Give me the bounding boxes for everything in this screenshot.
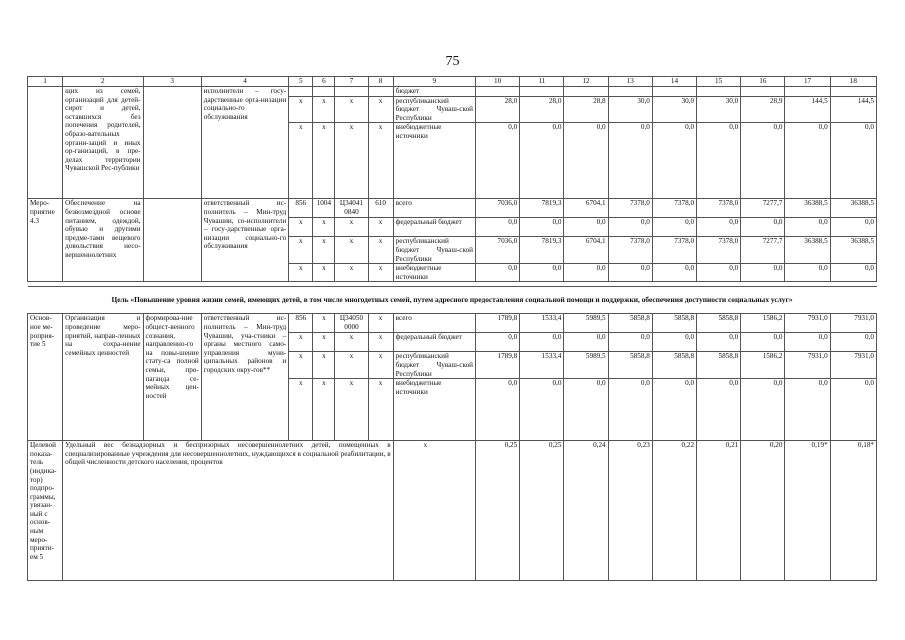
- grbs-code-cell: [289, 87, 313, 97]
- target-article-cell: x: [335, 352, 368, 379]
- amount-cell: 7378,0: [652, 237, 696, 264]
- table-row: [28, 314, 877, 333]
- event-code-cell: [28, 87, 63, 199]
- amount-cell: [830, 87, 876, 97]
- amount-cell: [564, 87, 608, 97]
- amount-cell: [608, 87, 652, 97]
- amount-cell: 0,0: [564, 264, 608, 282]
- column-number-cell: 11: [520, 77, 564, 87]
- amount-cell: 7819,3: [520, 199, 564, 218]
- budget-table: [27, 76, 877, 581]
- amount-cell: 0,0: [785, 123, 830, 199]
- amount-cell: 0,0: [564, 333, 608, 352]
- amount-cell: 1789,8: [476, 314, 520, 333]
- indicator-value-cell: 0,23: [608, 441, 652, 581]
- amount-cell: 7378,0: [608, 237, 652, 264]
- expense-group-cell: x: [368, 237, 393, 264]
- column-number-row: [28, 77, 877, 87]
- expense-group-cell: x: [368, 218, 393, 237]
- amount-cell: 30,0: [697, 96, 741, 123]
- target-article-cell: x: [335, 237, 368, 264]
- amount-cell: 0,0: [476, 379, 520, 441]
- goal-heading: Цель «Повышение уровня жизни семей, имеющих детей, в том числе многодетных семей, путем адресного предоставления социальной помощи и поддержки, обеспечения доступности социальных услуг»: [28, 287, 877, 314]
- goal-row: [28, 287, 877, 314]
- amount-cell: 0,0: [785, 333, 830, 352]
- task-cell: [143, 199, 201, 282]
- indicator-source-cell: x: [393, 441, 475, 581]
- indicator-value-cell: 0,21: [697, 441, 741, 581]
- amount-cell: 0,0: [520, 333, 564, 352]
- section-code-cell: 1004: [313, 199, 335, 218]
- executor-cell: исполнители – госу-дарственные орга-низации социально-го обслуживания: [201, 87, 288, 199]
- amount-cell: 1586,2: [741, 314, 785, 333]
- amount-cell: 7931,0: [830, 352, 876, 379]
- target-article-cell: x: [335, 264, 368, 282]
- column-number-cell: 2: [63, 77, 143, 87]
- amount-cell: [741, 87, 785, 97]
- section-code-cell: x: [313, 237, 335, 264]
- amount-cell: 5989,5: [564, 314, 608, 333]
- executor-cell: ответственный ис-полнитель – Мин-труд Чувашии, со-исполнители – госу-дарственные орга-низации социально-го обслуживания: [201, 199, 288, 282]
- amount-cell: [697, 87, 741, 97]
- column-number-cell: 8: [368, 77, 393, 87]
- funding-source-cell: республиканский бюджет Чуваш-ской Республики: [393, 96, 475, 123]
- column-number-cell: 14: [652, 77, 696, 87]
- amount-cell: 0,0: [564, 123, 608, 199]
- amount-cell: 36388,5: [830, 199, 876, 218]
- table-row: [28, 87, 877, 97]
- amount-cell: 0,0: [785, 218, 830, 237]
- amount-cell: 28,8: [564, 96, 608, 123]
- amount-cell: 0,0: [608, 218, 652, 237]
- section-code-cell: x: [313, 333, 335, 352]
- amount-cell: 0,0: [741, 333, 785, 352]
- funding-source-cell: внебюджетные источники: [393, 379, 475, 441]
- amount-cell: 0,0: [476, 218, 520, 237]
- amount-cell: 1533,4: [520, 314, 564, 333]
- grbs-code-cell: 856: [289, 314, 313, 333]
- amount-cell: 0,0: [785, 379, 830, 441]
- column-number-cell: 6: [313, 77, 335, 87]
- amount-cell: 0,0: [741, 379, 785, 441]
- target-article-cell: Ц34050 0000: [335, 314, 368, 333]
- grbs-code-cell: x: [289, 123, 313, 199]
- column-number-cell: 15: [697, 77, 741, 87]
- indicator-label-cell: Целевой показа-тель (индика-тор) подпро-граммы, увязан-ный с основ-ным меро-прияти-ем 5: [28, 441, 63, 581]
- amount-cell: 0,0: [697, 379, 741, 441]
- expense-group-cell: 610: [368, 199, 393, 218]
- funding-source-cell: федеральный бюджет: [393, 333, 475, 352]
- grbs-code-cell: x: [289, 96, 313, 123]
- amount-cell: 5858,8: [652, 314, 696, 333]
- grbs-code-cell: x: [289, 237, 313, 264]
- funding-source-cell: внебюджетные источники: [393, 264, 475, 282]
- grbs-code-cell: x: [289, 352, 313, 379]
- amount-cell: 144,5: [830, 96, 876, 123]
- amount-cell: 28,0: [476, 96, 520, 123]
- section-code-cell: x: [313, 314, 335, 333]
- amount-cell: 0,0: [652, 379, 696, 441]
- column-number-cell: 3: [143, 77, 201, 87]
- indicator-name-cell: Удельный вес безнадзорных и беспризорных несовершеннолетних детей, помещенных в специализированные учреждения для несовершеннолетних, нуждающихся в социальной реабилитации, в общей численности детского населения, процентов: [63, 441, 394, 581]
- amount-cell: 5858,8: [608, 352, 652, 379]
- amount-cell: 0,0: [697, 123, 741, 199]
- amount-cell: [785, 87, 830, 97]
- task-cell: формирова-ние общест-венного сознания, направленно-го на повы-шение стату-са полной семьи, про-паганда се-мейных цен-ностей: [143, 314, 201, 441]
- funding-source-cell: бюджет: [393, 87, 475, 97]
- amount-cell: 0,0: [608, 264, 652, 282]
- amount-cell: 5858,8: [608, 314, 652, 333]
- funding-source-cell: всего: [393, 314, 475, 333]
- amount-cell: 7378,0: [608, 199, 652, 218]
- funding-source-cell: республиканский бюджет Чуваш-ской Республики: [393, 237, 475, 264]
- amount-cell: 1789,8: [476, 352, 520, 379]
- expense-group-cell: x: [368, 333, 393, 352]
- event-name-cell: щих из семей, организаций для детей-сирот и детей, оставшихся без попечения родителей, образо-вательных органи-заций и иных ор-ганизаций, в пре-делах территории Чувашской Рес-публики: [63, 87, 143, 199]
- event-name-cell: Обеспечение на безвозмездной основе питанием, одеждой, обувью и другими предме-тами вещевого довольствия несо-вершеннолетних: [63, 199, 143, 282]
- amount-cell: 0,0: [785, 264, 830, 282]
- amount-cell: 36388,5: [785, 199, 830, 218]
- event-code-cell: Основ-ное ме-роприя-тие 5: [28, 314, 63, 441]
- grbs-code-cell: x: [289, 218, 313, 237]
- amount-cell: 0,0: [520, 379, 564, 441]
- amount-cell: 5989,5: [564, 352, 608, 379]
- amount-cell: 6704,1: [564, 237, 608, 264]
- amount-cell: [652, 87, 696, 97]
- amount-cell: 28,9: [741, 96, 785, 123]
- indicator-value-cell: 0,18*: [830, 441, 876, 581]
- expense-group-cell: x: [368, 96, 393, 123]
- funding-source-cell: всего: [393, 199, 475, 218]
- column-number-cell: 16: [741, 77, 785, 87]
- amount-cell: 0,0: [476, 264, 520, 282]
- amount-cell: 0,0: [476, 333, 520, 352]
- amount-cell: 1586,2: [741, 352, 785, 379]
- column-number-cell: 1: [28, 77, 63, 87]
- table-row: [28, 199, 877, 218]
- section-code-cell: x: [313, 352, 335, 379]
- amount-cell: 5858,8: [652, 352, 696, 379]
- amount-cell: 28,0: [520, 96, 564, 123]
- target-article-cell: x: [335, 96, 368, 123]
- amount-cell: 0,0: [564, 218, 608, 237]
- amount-cell: [476, 87, 520, 97]
- section-code-cell: [313, 87, 335, 97]
- column-number-cell: 4: [201, 77, 288, 87]
- amount-cell: 0,0: [741, 218, 785, 237]
- amount-cell: 0,0: [830, 333, 876, 352]
- amount-cell: 7819,3: [520, 237, 564, 264]
- indicator-value-cell: 0,20: [741, 441, 785, 581]
- amount-cell: 1533,4: [520, 352, 564, 379]
- amount-cell: 0,0: [741, 264, 785, 282]
- amount-cell: 0,0: [476, 123, 520, 199]
- amount-cell: 0,0: [608, 123, 652, 199]
- amount-cell: 0,0: [520, 264, 564, 282]
- amount-cell: 5858,8: [697, 314, 741, 333]
- amount-cell: 7036,0: [476, 199, 520, 218]
- expense-group-cell: x: [368, 379, 393, 441]
- target-article-cell: x: [335, 123, 368, 199]
- amount-cell: 6704,1: [564, 199, 608, 218]
- amount-cell: 0,0: [697, 333, 741, 352]
- amount-cell: 5858,8: [697, 352, 741, 379]
- column-number-cell: 9: [393, 77, 475, 87]
- target-article-cell: x: [335, 379, 368, 441]
- amount-cell: 30,0: [608, 96, 652, 123]
- section-code-cell: x: [313, 96, 335, 123]
- amount-cell: 0,0: [564, 379, 608, 441]
- amount-cell: 30,0: [652, 96, 696, 123]
- amount-cell: 7378,0: [697, 237, 741, 264]
- amount-cell: 144,5: [785, 96, 830, 123]
- amount-cell: 7277,7: [741, 199, 785, 218]
- event-code-cell: Меро-приятие 4.3: [28, 199, 63, 282]
- amount-cell: 0,0: [697, 218, 741, 237]
- target-article-cell: [335, 87, 368, 97]
- amount-cell: 0,0: [830, 264, 876, 282]
- funding-source-cell: федеральный бюджет: [393, 218, 475, 237]
- amount-cell: 36388,5: [785, 237, 830, 264]
- executor-cell: ответственный ис-полнитель – Мин-труд Чувашии, уча-стники – органы местного само-управления муни-ципальных районов и городских окру-гов**: [201, 314, 288, 441]
- amount-cell: 7931,0: [785, 352, 830, 379]
- amount-cell: 36388,5: [830, 237, 876, 264]
- amount-cell: 0,0: [741, 123, 785, 199]
- amount-cell: 0,0: [697, 264, 741, 282]
- grbs-code-cell: x: [289, 379, 313, 441]
- column-number-cell: 18: [830, 77, 876, 87]
- column-number-cell: 17: [785, 77, 830, 87]
- amount-cell: 7931,0: [830, 314, 876, 333]
- amount-cell: 0,0: [830, 218, 876, 237]
- amount-cell: 0,0: [830, 123, 876, 199]
- amount-cell: 7378,0: [652, 199, 696, 218]
- amount-cell: 0,0: [830, 379, 876, 441]
- amount-cell: [520, 87, 564, 97]
- column-number-cell: 12: [564, 77, 608, 87]
- indicator-row: [28, 441, 877, 581]
- event-name-cell: Организация и проведение меро-приятий, направ-ленных на сохра-нение семейных ценностей: [63, 314, 143, 441]
- amount-cell: 7931,0: [785, 314, 830, 333]
- section-code-cell: x: [313, 123, 335, 199]
- section-code-cell: x: [313, 379, 335, 441]
- indicator-value-cell: 0,19*: [785, 441, 830, 581]
- section-code-cell: x: [313, 218, 335, 237]
- amount-cell: 0,0: [520, 218, 564, 237]
- column-number-cell: 5: [289, 77, 313, 87]
- amount-cell: 7378,0: [697, 199, 741, 218]
- indicator-value-cell: 0,22: [652, 441, 696, 581]
- column-number-cell: 7: [335, 77, 368, 87]
- amount-cell: 0,0: [652, 123, 696, 199]
- amount-cell: 7277,7: [741, 237, 785, 264]
- expense-group-cell: x: [368, 352, 393, 379]
- amount-cell: 0,0: [520, 123, 564, 199]
- target-article-cell: Ц34041 0840: [335, 199, 368, 218]
- target-article-cell: x: [335, 333, 368, 352]
- amount-cell: 0,0: [652, 264, 696, 282]
- funding-source-cell: республиканский бюджет Чуваш-ской Республики: [393, 352, 475, 379]
- grbs-code-cell: x: [289, 333, 313, 352]
- indicator-value-cell: 0,25: [520, 441, 564, 581]
- expense-group-cell: x: [368, 264, 393, 282]
- column-number-cell: 10: [476, 77, 520, 87]
- expense-group-cell: x: [368, 314, 393, 333]
- column-number-cell: 13: [608, 77, 652, 87]
- amount-cell: 0,0: [608, 379, 652, 441]
- task-cell: [143, 87, 201, 199]
- amount-cell: 7036,0: [476, 237, 520, 264]
- amount-cell: 0,0: [608, 333, 652, 352]
- amount-cell: 0,0: [652, 333, 696, 352]
- section-code-cell: x: [313, 264, 335, 282]
- indicator-value-cell: 0,25: [476, 441, 520, 581]
- page-number: 75: [445, 54, 460, 69]
- amount-cell: 0,0: [652, 218, 696, 237]
- expense-group-cell: x: [368, 123, 393, 199]
- funding-source-cell: внебюджетные источники: [393, 123, 475, 199]
- target-article-cell: x: [335, 218, 368, 237]
- grbs-code-cell: x: [289, 264, 313, 282]
- indicator-value-cell: 0,24: [564, 441, 608, 581]
- expense-group-cell: [368, 87, 393, 97]
- grbs-code-cell: 856: [289, 199, 313, 218]
